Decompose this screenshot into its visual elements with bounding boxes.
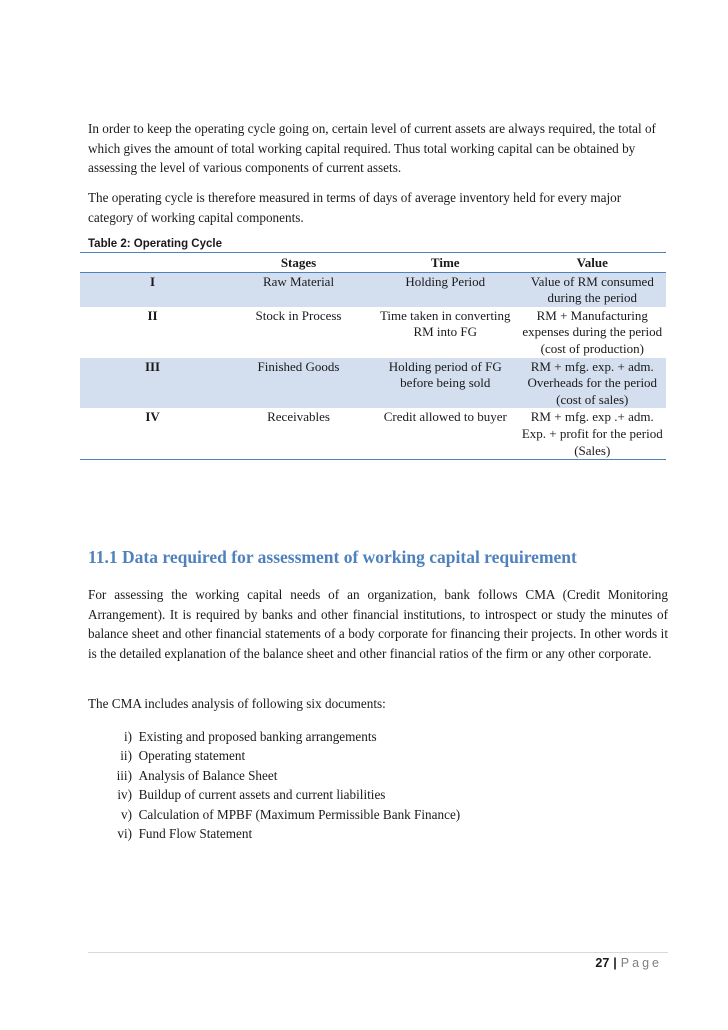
table-row — [80, 307, 666, 358]
table-caption: Table 2: Operating Cycle — [88, 238, 222, 250]
list-number: iii) — [116, 767, 132, 783]
list-item — [88, 824, 460, 843]
documents-list — [88, 727, 460, 843]
list-item — [88, 785, 460, 804]
list-number: i) — [123, 729, 132, 744]
page-number: 27 — [595, 956, 610, 970]
list-number: vi) — [117, 826, 132, 842]
table-cell: Holding Period — [372, 272, 519, 307]
header-cell: Value — [519, 253, 666, 273]
footer-divider — [88, 952, 668, 953]
cma-documents-intro: The CMA includes analysis of following six documents: — [88, 696, 386, 711]
table-row — [80, 408, 666, 459]
operating-cycle-table — [80, 252, 666, 460]
table-cell: Holding period of FG before being sold — [372, 358, 519, 409]
list-item — [88, 746, 460, 765]
table-cell: III — [80, 358, 225, 409]
list-text: Buildup of current assets and current liabilities — [138, 787, 386, 803]
list-number: ii) — [120, 748, 132, 764]
list-text: Calculation of MPBF (Maximum Permissible Bank Finance) — [138, 806, 461, 822]
list-text: Fund Flow Statement — [138, 826, 253, 842]
table-cell: Receivables — [225, 408, 372, 459]
table-row — [80, 272, 666, 307]
list-item — [88, 727, 460, 746]
header-cell — [80, 253, 225, 273]
list-item — [88, 766, 460, 785]
list-text: Existing and proposed banking arrangements — [138, 729, 377, 744]
table-cell: RM + Manufacturing expenses during the period (cost of production) — [522, 307, 663, 356]
footer-separator: | — [613, 956, 617, 970]
intro-paragraph: In order to keep the operating cycle going on, certain level of current assets are always required, the total of which gives the amount of total working capital required. Thus total working capital can be obtained by assessing the level of various components of current assets. — [88, 121, 656, 176]
table-cell: IV — [80, 408, 225, 459]
header-cell: Stages — [225, 253, 372, 273]
list-number: v) — [121, 806, 132, 822]
table-header-row — [80, 253, 666, 273]
table-cell: Raw Material — [225, 272, 372, 307]
list-item — [88, 805, 460, 824]
table-cell: Credit allowed to buyer — [372, 408, 519, 459]
cma-paragraph: For assessing the working capital needs of an organization, bank follows CMA (Credit Monitoring Arrangement). It is required by banks and other financial institutions, to introspect or study the minutes of balance sheet and other financial statements of a body corporate for financing their projects. In other words it is the detailed explanation of the balance sheet and other financial ratios of the firm or any other corporate. — [88, 587, 668, 661]
table-cell: Finished Goods — [225, 358, 372, 409]
section-heading: 11.1 Data required for assessment of working capital requirement — [88, 547, 577, 567]
table-cell: I — [80, 272, 225, 307]
table-cell: Value of RM consumed during the period — [519, 272, 666, 307]
page-label: Page — [620, 956, 662, 970]
operating-cycle-paragraph: The operating cycle is therefore measured in terms of days of average inventory held for every major category of working capital components. — [88, 190, 622, 225]
header-cell: Time — [372, 253, 519, 273]
list-number: iv) — [117, 787, 132, 803]
page-footer — [595, 956, 662, 970]
table-cell: Time taken in converting RM into FG — [379, 307, 511, 340]
table-cell: RM + mfg. exp .+ adm. Exp. + profit for the period (Sales) — [519, 408, 666, 459]
table-row — [80, 358, 666, 409]
table-cell: II — [147, 307, 158, 323]
table-cell: RM + mfg. exp. + adm. Overheads for the period (cost of sales) — [519, 358, 666, 409]
list-text: Analysis of Balance Sheet — [138, 767, 278, 783]
list-text: Operating statement — [138, 748, 246, 764]
table-cell: Stock in Process — [255, 307, 342, 323]
